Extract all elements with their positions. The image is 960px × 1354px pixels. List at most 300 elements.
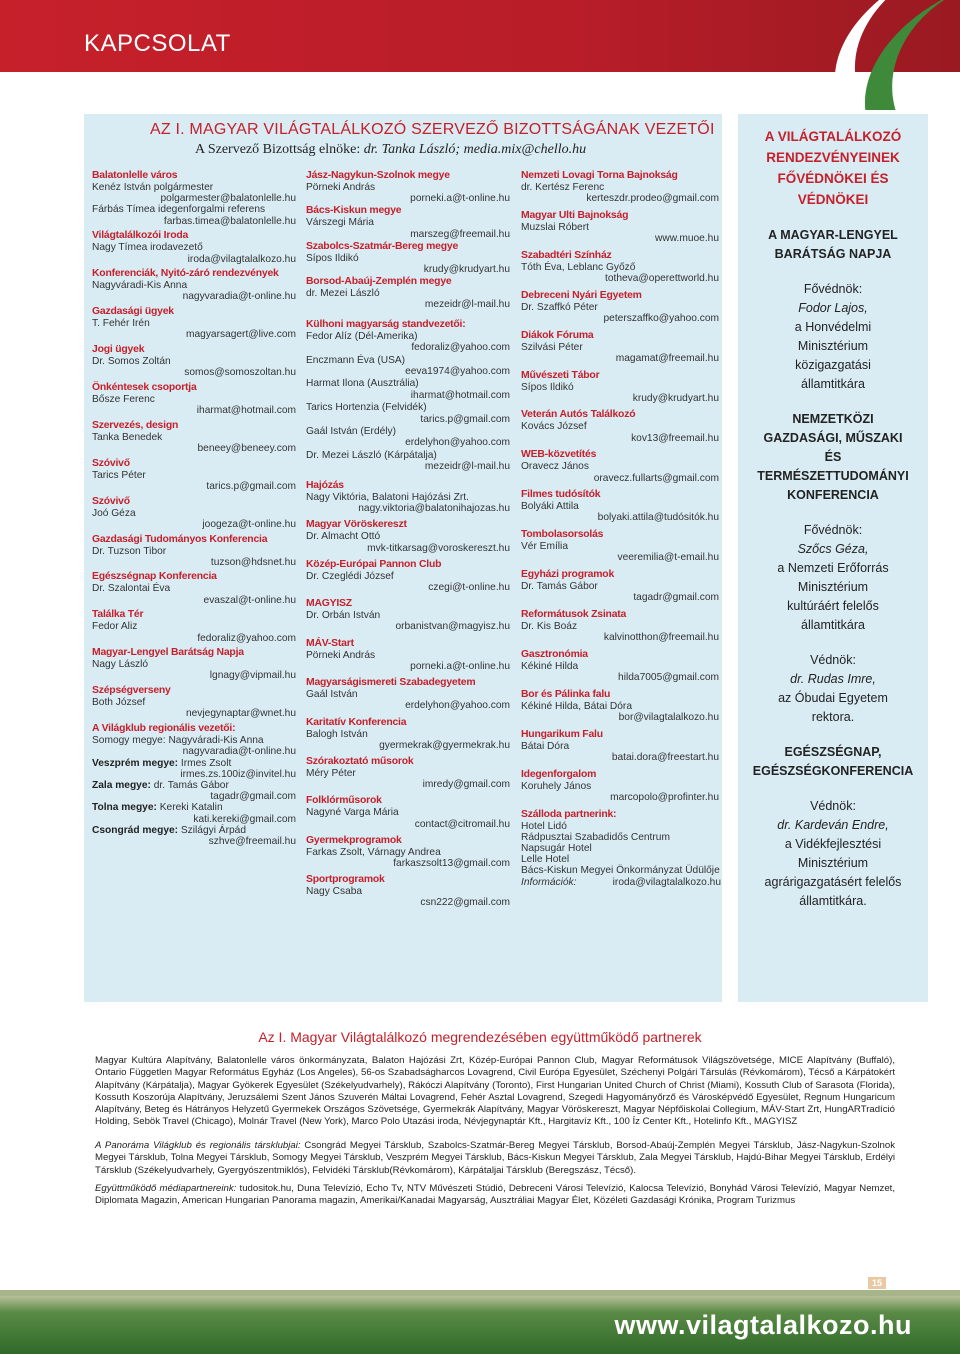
organizer-entry <box>521 449 721 483</box>
entry-title: Magyarságismereti Szabadegyetem <box>306 677 476 689</box>
regional-entry <box>92 735 298 757</box>
entry-email[interactable]: www.muoe.hu <box>655 233 719 245</box>
regional-email[interactable]: tagadr@gmail.com <box>210 791 296 803</box>
entry-name: Kékiné Hilda <box>521 660 579 672</box>
abroad-entry <box>306 426 512 448</box>
entry-title: Balatonlelle város <box>92 170 178 181</box>
entry-name: Dr. Almacht Ottó <box>306 531 381 543</box>
regional-leader: dr. Tamás Gábor <box>150 779 229 791</box>
entry-email[interactable]: marcopolo@profinter.hu <box>610 791 719 803</box>
sidebar-line: BARÁTSÁG NAPJA <box>774 247 892 261</box>
entry-email[interactable]: magyarsagert@live.com <box>186 329 296 341</box>
entry-title: Tombolasorsolás <box>521 529 604 541</box>
club-partners-text: Csongrád Megyei Társklub, Szabolcs-Szatmár-Bereg Megyei Társklub, Borsod-Abaúj-Zemplén Megyei Társklub, Jász-Nagykun-Szolnok Megyei Társklub, Tolna Megyei Társklub, Somogy Megyei Társklub, Veszprém Megyei Társklub, Bács-Kiskun Megyei Társklub, Zala Megyei Társklub, Hajdú-Bihar Megyei Társklub, Erdélyi Társklub (Székelyudvarhely, Gyergyószentmiklós), Felvidéki Társklub(Révkomárom), Kárpátaljai Társklub (Beregszász, Técső). <box>95 1140 895 1176</box>
organizer-entry <box>92 268 298 302</box>
info-label: Információk: <box>521 876 577 888</box>
sidebar-line: a Honvédelmi <box>794 320 872 334</box>
abroad-name: Enczmann Éva (USA) <box>306 354 406 366</box>
sidebar-line: Fodor Lajos, <box>798 301 868 315</box>
entry-name: dr. Mezei László <box>306 288 380 300</box>
event-conference-patron <box>738 521 928 635</box>
abroad-name: Dr. Mezei László (Kárpátalja) <box>306 450 437 462</box>
entry-name: Bősze Ferenc <box>92 393 155 405</box>
organizer-entry <box>521 370 721 404</box>
entry-name: Pörneki András <box>306 182 376 193</box>
entry-name: Várszegi Mária <box>306 217 374 229</box>
entry-title: Gasztronómia <box>521 648 588 660</box>
entry-email[interactable]: kalvinotthon@freemail.hu <box>603 632 719 644</box>
sidebar-line: VÉDNÖKEI <box>797 192 869 207</box>
sidebar-line: A VILÁGTALÁLKOZÓ <box>764 129 902 144</box>
entry-email[interactable]: czegi@t-online.hu <box>428 582 510 594</box>
entry-name: Bátai Dóra <box>521 740 570 752</box>
organizer-entry <box>521 489 721 523</box>
entry-name: Nagy Tímea irodavezető <box>92 242 203 254</box>
footer-banner <box>0 1290 960 1354</box>
entry-title: Művészeti Tábor <box>521 369 600 381</box>
organizer-entry <box>521 170 721 204</box>
entry-name: Dr. Szalontai Éva <box>92 583 171 595</box>
entry-name: Dr. Tamás Gábor <box>521 581 598 593</box>
entry-name: Dr. Czeglédi József <box>306 570 394 582</box>
entry-name: Nagy László <box>92 659 149 671</box>
event-conference <box>738 410 928 505</box>
regional-title: A Világklub regionális vezetői: <box>92 723 236 735</box>
club-partners-label: A Panoráma Világklub és regionális társklubjai: <box>95 1140 301 1151</box>
organizer-entry <box>92 344 298 378</box>
entry-email[interactable]: batai.dora@freestart.hu <box>611 751 719 763</box>
organizer-entry <box>92 420 298 454</box>
entry-name: Bolyáki Attila <box>521 501 579 513</box>
entry-title: Diákok Fóruma <box>521 329 594 341</box>
entry-name: Fedor Aliz <box>92 621 138 633</box>
organizer-entry <box>306 170 512 204</box>
sidebar-line: Fővédnök: <box>803 523 863 537</box>
entry-title: Idegenforgalom <box>521 768 597 780</box>
organizer-entry <box>306 276 512 310</box>
sidebar-line: Szőcs Géza, <box>797 542 869 556</box>
regional-entry <box>92 802 298 824</box>
sidebar-line: Fővédnök: <box>803 282 863 296</box>
organizer-entry <box>521 409 721 443</box>
entry-email[interactable]: csn222@gmail.com <box>420 897 510 909</box>
organizer-entry <box>92 571 298 605</box>
regional-entry <box>92 758 298 780</box>
entry-name: Both József <box>92 697 146 709</box>
entry-title: Filmes tudósítók <box>521 489 601 501</box>
regional-leader: Irmes Zsolt <box>178 757 232 769</box>
patrons-sidebar <box>738 114 928 1002</box>
entry-title: Találka Tér <box>92 609 144 621</box>
organizer-entry <box>521 250 721 284</box>
entry-title: Szóvivő <box>92 457 130 469</box>
entry-name: Szilvási Péter <box>521 341 583 353</box>
entry-name: Dr. Orbán István <box>306 610 381 622</box>
organizer-entry <box>306 677 512 711</box>
entry-title: Gyermekprogramok <box>306 834 402 846</box>
entry-title: Szépségverseny <box>92 685 171 697</box>
section-title: KAPCSOLAT <box>84 30 231 57</box>
sidebar-line: államtitkára <box>801 618 865 632</box>
subtitle-prefix: A Szervező Bizottság elnöke: <box>195 142 364 157</box>
abroad-entry <box>306 450 512 472</box>
organizer-entry <box>521 210 721 244</box>
entry-title: Bács-Kiskun megye <box>306 205 402 217</box>
entry-email[interactable]: porneki.a@t-online.hu <box>410 193 510 205</box>
abroad-entry <box>306 402 512 424</box>
sidebar-line: GAZDASÁGI, MŰSZAKI <box>763 431 903 445</box>
entry-title: Magyar Ulti Bajnokság <box>521 209 629 221</box>
entry-email[interactable]: somos@somoszoltan.hu <box>184 367 296 379</box>
page-number: 15 <box>868 1277 886 1289</box>
entry-name: Dr. Tuzson Tibor <box>92 545 167 557</box>
entry-title: Világtalálkozói Iroda <box>92 230 189 242</box>
entry-name: Joó Géza <box>92 507 136 519</box>
entry-email[interactable]: nevjegynaptar@wnet.hu <box>185 708 296 720</box>
sidebar-line: az Óbudai Egyetem <box>778 691 888 705</box>
organizer-entry <box>92 609 298 643</box>
entry-email[interactable]: hilda7005@gmail.com <box>618 672 719 684</box>
regional-county: Tolna megye: <box>92 802 157 814</box>
organizer-entry <box>92 230 298 264</box>
entry-title: Szóvivő <box>92 495 130 507</box>
entry-title: Magyar Vöröskereszt <box>306 519 407 531</box>
entry-title: MAGYISZ <box>306 598 352 610</box>
patrons-heading <box>738 126 928 210</box>
club-partners <box>95 1140 895 1177</box>
event-magyar-lengyel-patrons <box>738 280 928 394</box>
entry-name: Koruhely János <box>521 780 592 792</box>
regional-name <box>92 780 298 791</box>
entry-name: T. Fehér Irén <box>92 318 150 330</box>
entry-name: Nagyné Varga Mária <box>306 807 399 819</box>
info-email[interactable]: iroda@vilagtalalkozo.hu <box>612 876 721 888</box>
entry-title: Jász-Nagykun-Szolnok megye <box>306 170 450 181</box>
entry-name: Farkas Zsolt, Várnagy Andrea <box>306 846 441 858</box>
organizer-entry <box>306 559 512 593</box>
entry-email[interactable]: bolyaki.attila@tudósitók.hu <box>597 512 719 524</box>
organizer-entry <box>92 647 298 681</box>
entry-email[interactable]: evaszal@t-online.hu <box>203 594 296 606</box>
lodging-item: Hotel Lidó <box>521 820 567 832</box>
abroad-name: Gaál István (Erdély) <box>306 426 397 438</box>
entry-title: WEB-közvetítés <box>521 449 597 461</box>
entry-title: Reformátusok Zsinata <box>521 608 627 620</box>
media-partners-text: tudositok.hu, Duna Televízió, Echo Tv, NTV Művészeti Stúdió, Debreceni Városi Televízió, Kalocsa Televízió, Bonyhád Városi Televízió, Magyar Nemzet, Diplomata Magazin, American Hungarian Panorama magazin, Amerikai/Kanadai Magyarság, Ausztráliai Magyar Élet, Közéleti Gazdasági Krónika, Program Turizmus <box>95 1183 895 1207</box>
abroad-name: Fedor Alíz (Dél-Amerika) <box>306 330 418 342</box>
lodging-item: Bács-Kiskun Megyei Önkormányzat Üdülője <box>521 865 720 877</box>
abroad-name: Harmat Ilona (Ausztrália) <box>306 378 419 390</box>
entry-email[interactable]: fedoraliz@yahoo.com <box>197 632 296 644</box>
sidebar-line: RENDEZVÉNYEINEK <box>766 150 900 165</box>
regional-leader: Szilágyi Árpád <box>178 824 246 836</box>
sidebar-line: TERMÉSZETTUDOMÁNYI <box>757 469 909 483</box>
organizer-entry <box>92 496 298 530</box>
organizer-entry <box>306 874 512 908</box>
entry-title: Sportprogramok <box>306 874 385 886</box>
organizer-entry <box>521 609 721 643</box>
entry-name: Sípos Ildikó <box>306 252 359 264</box>
organizer-entry <box>306 835 512 869</box>
event-health-day-protector <box>738 797 928 911</box>
sidebar-line: A MAGYAR-LENGYEL <box>768 228 898 242</box>
organizer-entry <box>306 241 512 275</box>
regional-name <box>92 735 298 746</box>
footer-url[interactable]: www.vilagtalalkozo.hu <box>614 1310 912 1340</box>
regional-entry <box>92 780 298 802</box>
entry-email[interactable]: erdelyhon@yahoo.com <box>405 700 510 712</box>
organizer-entry <box>306 519 512 553</box>
organizer-entry <box>521 529 721 563</box>
organizer-entry <box>92 170 298 227</box>
sidebar-line: NEMZETKÖZI <box>792 412 874 426</box>
entry-title: Hungarikum Falu <box>521 728 603 740</box>
lodging-item: Napsugár Hotel <box>521 842 592 854</box>
entry-title: Szabadtéri Színház <box>521 249 612 261</box>
entry-name: Gaál István <box>306 689 358 701</box>
regional-name <box>92 802 298 813</box>
entry-name: Nagy Viktória, Balatoni Hajózási Zrt. <box>306 492 469 504</box>
entry-name: Tarics Péter <box>92 469 146 481</box>
header-banner <box>0 0 960 72</box>
entry-title: Hajózás <box>306 480 344 492</box>
entry-title: Gazdasági ügyek <box>92 306 174 318</box>
entry-title: Karitatív Konferencia <box>306 716 407 728</box>
regional-name <box>92 825 298 836</box>
lodging-item: Lelle Hotel <box>521 854 570 866</box>
media-partners-label: Együttműködő médiapartnereink: <box>95 1183 237 1194</box>
sidebar-line: a Nemzeti Erőforrás <box>777 561 889 575</box>
entry-title: Borsod-Abaúj-Zemplén megye <box>306 276 452 288</box>
entry-email[interactable]: totheva@operettworld.hu <box>605 273 719 285</box>
entry-email[interactable]: iharmat@hotmail.com <box>196 405 296 417</box>
entry-title: Folklórműsorok <box>306 795 382 807</box>
entry-email[interactable]: bor@vilagtalalkozo.hu <box>618 711 719 723</box>
event-magyar-lengyel <box>738 226 928 264</box>
organizer-entry <box>521 569 721 603</box>
sidebar-line: dr. Kardeván Endre, <box>777 818 889 832</box>
sidebar-line: rektora. <box>811 710 855 724</box>
entry-name: Dr. Kis Boáz <box>521 620 578 632</box>
entry-email[interactable]: magamat@freemail.hu <box>615 352 719 364</box>
sidebar-line: Védnök: <box>810 799 856 813</box>
abroad-email[interactable]: eeva1974@yahoo.com <box>405 365 510 377</box>
entry-email[interactable]: lgnagy@vipmail.hu <box>209 670 296 682</box>
sidebar-line: dr. Rudas Imre, <box>790 672 876 686</box>
entry-title: Bor és Pálinka falu <box>521 688 611 700</box>
entry-name: Méry Péter <box>306 767 356 779</box>
abroad-email[interactable]: tarics.p@gmail.com <box>420 413 510 425</box>
entry-email[interactable]: joogeza@t-online.hu <box>202 518 296 530</box>
abroad-email[interactable]: mezeidr@l-mail.hu <box>424 461 510 473</box>
regional-email[interactable]: nagyvaradia@t-online.hu <box>182 746 296 758</box>
entry-name: dr. Kertész Ferenc <box>521 182 605 193</box>
sidebar-line: EGÉSZSÉGNAP, <box>784 745 882 759</box>
organizers-column-3 <box>521 170 721 888</box>
organizer-entry <box>521 290 721 324</box>
entry-title: Debreceni Nyári Egyetem <box>521 289 642 301</box>
entry-email[interactable]: imredy@gmail.com <box>422 779 510 791</box>
entry-title: Önkéntesek csoportja <box>92 381 197 393</box>
sidebar-line: államtitkára <box>801 377 865 391</box>
regional-county: Zala megye: <box>92 779 151 791</box>
regional-county: Veszprém megye: <box>92 757 179 769</box>
organizers-column-2 <box>306 170 512 914</box>
entry-email[interactable]: mezeidr@l-mail.hu <box>424 299 510 311</box>
entry-title: Szervezés, design <box>92 419 179 431</box>
abroad-email[interactable]: fedoraliz@yahoo.com <box>411 341 510 353</box>
organizer-entry <box>92 534 298 568</box>
entry-name: Dr. Somos Zoltán <box>92 356 171 368</box>
regional-leader: Somogy megye: Nagyváradi-Kis Anna <box>92 735 264 747</box>
entry-name: Oravecz János <box>521 461 589 473</box>
entry-name: Nagyváradi-Kis Anna <box>92 280 188 292</box>
subtitle-name: dr. Tanka László; media.mix@chello.hu <box>363 142 587 157</box>
event-health-day <box>738 743 928 781</box>
entry-email[interactable]: oravecz.fullarts@gmail.com <box>593 472 719 484</box>
entry-title: Szórakoztató műsorok <box>306 755 414 767</box>
sidebar-line: a Vidékfejlesztési <box>784 837 882 851</box>
partners-list: Magyar Kultúra Alapítvány, Balatonlelle város önkormányzata, Balaton Hajózási Zrt, Közép-Európai Pannon Club, Magyar Reformátusok Világszövetsége, MICE Alapítvány (Buffaló), Ontario Független Magyar Református Egyház (Los Angeles), 56-os Szabadságharcos Lovagrend, Civil Európa Egyesület, Széchenyi Polgári Társulás (Révkomárom), Técső a Kárpátokért Alapítvány (Kárpátalja), Magyar Gyökerek Egyesület (Székelyudvarhely), Rákóczi Alapítvány (Toronto), First Hungarian United Church of Christ (Miami), Kossuth Club of Sarasota (Florida), Kossuth Koszorúja Alapítvány, Jeruzsálemi Szent János Szuverén Máltai Lovagrend, Fehér Asztal Lovagrend, Szegedi Hagyományőrző és Városképvédő Egyesület, Regnum Hungaricum Alapítvány, Beteg és Hátrányos Helyzetű Gyermekek Országos Szövetsége, Gyermekrák Alapítvány, Magyar Vöröskereszt, Magyar Népfőiskolai Collegium, MÁV-Start Zrt, HungARTradíció Holding, Sebök Travel (Chicago), Molnár Travel (New York), Marco Polo Utazási iroda, Névjegynaptár Kft., Hargitavíz Kft., 100 Íz Center Kft., Hotelinfo Kft., MAGYISZ <box>95 1055 895 1128</box>
organizer-entry <box>521 769 721 803</box>
organizer-entry <box>92 458 298 492</box>
entry-name: Balogh István <box>306 728 368 740</box>
entry-email[interactable]: kov13@freemail.hu <box>631 432 719 444</box>
abroad-title: Külhoni magyarság standvezetői: <box>306 318 466 330</box>
entry-email[interactable]: farkaszsolt13@gmail.com <box>393 857 510 869</box>
entry-email[interactable]: iroda@vilagtalalkozo.hu <box>187 253 296 265</box>
organizer-entry <box>306 717 512 751</box>
entry-email[interactable]: tuzson@hdsnet.hu <box>210 556 296 568</box>
entry-name: Muzslai Róbert <box>521 221 589 233</box>
entry-name: Pörneki András <box>306 649 376 661</box>
entry-title: Egyházi programok <box>521 569 615 581</box>
entry-name: Kenéz István polgármester <box>92 182 214 193</box>
main-title: AZ I. MAGYAR VILÁGTALÁLKOZÓ SZERVEZŐ BIZOTTSÁGÁNAK VEZETŐI <box>150 121 715 138</box>
entry-title: Jogi ügyek <box>92 344 145 356</box>
regional-email[interactable]: szhve@freemail.hu <box>208 835 296 847</box>
sidebar-line: közigazgatási <box>795 358 871 372</box>
sidebar-line: FŐVÉDNÖKEI ÉS <box>777 171 889 186</box>
sidebar-line: Minisztérium <box>797 856 869 870</box>
sidebar-line: Védnök: <box>810 653 856 667</box>
organizer-entry <box>521 649 721 683</box>
organizer-entry <box>306 480 512 514</box>
entry-email[interactable]: krudy@krudyart.hu <box>423 264 510 276</box>
regional-leader: Kereki Katalin <box>156 802 223 814</box>
flag-swoosh <box>790 0 960 110</box>
organizer-entry <box>521 729 721 763</box>
organizer-entry <box>306 795 512 829</box>
entry-email[interactable]: tagadr@gmail.com <box>633 592 719 604</box>
organizer-entry <box>306 638 512 672</box>
entry-email[interactable]: beneey@beneey.com <box>197 443 296 455</box>
entry-title: Egészségnap Konferencia <box>92 571 217 583</box>
abroad-entry <box>306 355 512 377</box>
entry-name: Tóth Éva, Leblanc Győző <box>521 261 636 273</box>
entry-email[interactable]: peterszaffko@yahoo.com <box>603 312 719 324</box>
entry-name: Sípos Ildikó <box>521 381 574 393</box>
regional-email[interactable]: kati.kereki@gmail.com <box>193 813 296 825</box>
regional-name <box>92 758 298 769</box>
organizer-entry <box>521 689 721 723</box>
entry-title: Nemzeti Lovagi Torna Bajnokság <box>521 170 678 181</box>
entry-email[interactable]: gyermekrak@gyermekrak.hu <box>379 739 510 751</box>
organizer-entry <box>92 685 298 719</box>
sidebar-line: ÉS <box>824 450 842 464</box>
abroad-entry <box>306 378 512 400</box>
entry-email[interactable]: veeremilia@t-email.hu <box>617 552 719 564</box>
entry-email[interactable]: marszeg@freemail.hu <box>410 228 510 240</box>
sidebar-line: Minisztérium <box>797 339 869 353</box>
entry-email[interactable]: nagy.viktoria@balatonihajozas.hu <box>358 503 510 515</box>
entry-title: MÁV-Start <box>306 637 354 649</box>
entry-email[interactable]: nagyvaradia@t-online.hu <box>182 291 296 303</box>
entry-title: Magyar-Lengyel Barátság Napja <box>92 647 244 659</box>
entry-email[interactable]: mvk-titkarsag@voroskereszt.hu <box>367 542 510 554</box>
entry-name: Kékiné Hilda, Bátai Dóra <box>521 700 632 712</box>
entry-title: Gazdasági Tudományos Konferencia <box>92 533 268 545</box>
lodging-info <box>521 877 721 888</box>
organizer-entry <box>306 205 512 239</box>
entry-title: Szabolcs-Szatmár-Bereg megye <box>306 240 459 252</box>
abroad-email[interactable]: erdelyhon@yahoo.com <box>405 437 510 449</box>
sidebar-line: EGÉSZSÉGKONFERENCIA <box>752 764 914 778</box>
lodging-title: Szálloda partnerink: <box>521 808 617 820</box>
entry-name: Tanka Benedek <box>92 431 163 443</box>
media-partners <box>95 1183 895 1208</box>
organizer-entry <box>92 382 298 416</box>
organizer-entry <box>521 330 721 364</box>
entry-email[interactable]: polgarmester@balatonlelle.hu <box>160 193 296 205</box>
entry-email[interactable]: orbanistvan@magyisz.hu <box>395 621 510 633</box>
subtitle <box>195 142 586 158</box>
sidebar-line: kultúráért felelős <box>787 599 879 613</box>
regional-email[interactable]: irmes.zs.100iz@invitel.hu <box>180 768 296 780</box>
entry-email[interactable]: porneki.a@t-online.hu <box>410 660 510 672</box>
entry-name: Vér Emília <box>521 541 568 553</box>
entry-name: Fárbás Tímea idegenforgalmi referens <box>92 204 266 216</box>
entry-email[interactable]: contact@citromail.hu <box>414 818 510 830</box>
sidebar-line: KONFERENCIA <box>787 488 879 502</box>
entry-title: Konferenciák, Nyitó-záró rendezvények <box>92 268 279 280</box>
entry-name: Kovács József <box>521 421 587 433</box>
partners-title: Az I. Magyar Világtalálkozó megrendezésében együttműködő partnerek <box>258 1029 702 1045</box>
abroad-entry <box>306 331 512 353</box>
entry-title: Közép-Európai Pannon Club <box>306 558 442 570</box>
regional-county: Csongrád megye: <box>92 824 179 836</box>
entry-name: Nagy Csaba <box>306 886 363 898</box>
entry-email[interactable]: farbas.timea@balatonlelle.hu <box>163 215 296 227</box>
entry-title: Veterán Autós Találkozó <box>521 409 636 421</box>
entry-email[interactable]: kerteszdr.prodeo@gmail.com <box>586 193 719 205</box>
sidebar-line: agrárigazgatásért felelős <box>764 875 902 889</box>
abroad-name: Tarics Hortenzia (Felvidék) <box>306 402 427 414</box>
entry-name: Dr. Szaffkó Péter <box>521 301 598 313</box>
organizer-entry <box>306 756 512 790</box>
sidebar-line: Minisztérium <box>797 580 869 594</box>
event-conference-protector <box>738 651 928 727</box>
organizer-entry <box>306 598 512 632</box>
regional-entry <box>92 825 298 847</box>
abroad-email[interactable]: iharmat@hotmail.com <box>410 389 510 401</box>
entry-email[interactable]: tarics.p@gmail.com <box>206 480 296 492</box>
lodging-item: Rádpusztai Szabadidős Centrum <box>521 831 670 843</box>
sidebar-line: államtitkára. <box>799 894 867 908</box>
entry-email[interactable]: krudy@krudyart.hu <box>632 392 719 404</box>
organizers-column-1 <box>92 170 298 847</box>
organizer-entry <box>92 306 298 340</box>
